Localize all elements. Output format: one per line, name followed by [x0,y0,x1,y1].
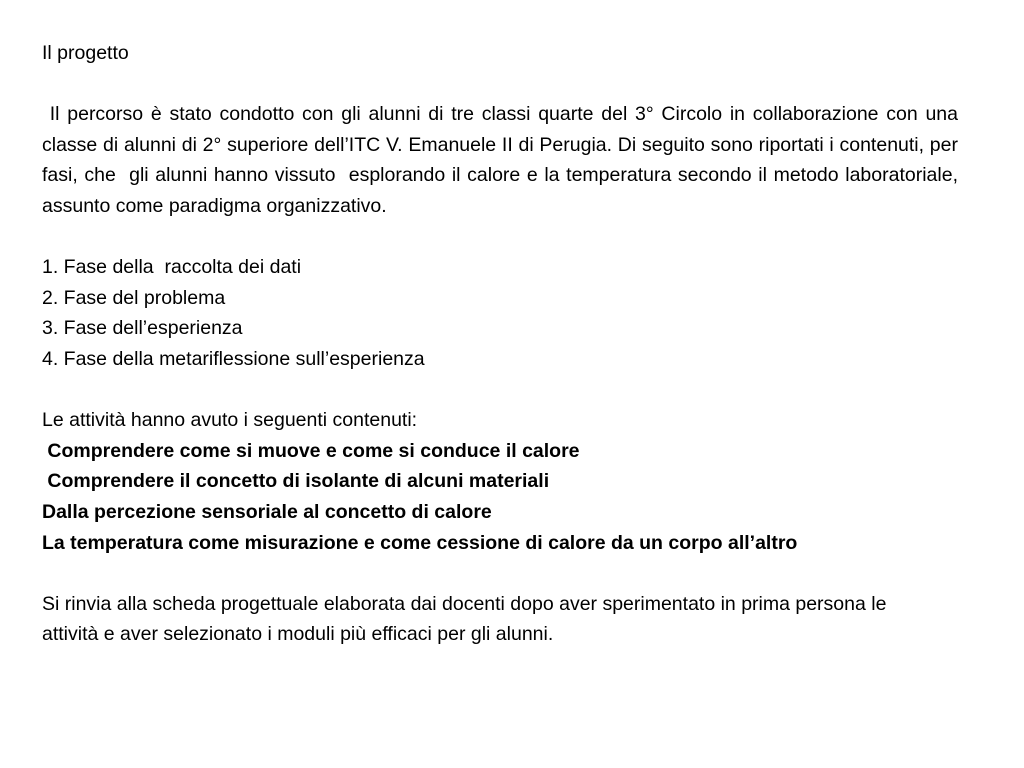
activities-intro: Le attività hanno avuto i seguenti contenuti: [42,409,418,432]
phase-item: 1. Fase della raccolta dei dati [42,256,302,279]
phase-item: 2. Fase del problema [42,286,226,309]
intro-paragraph: Il percorso è stato condotto con gli alunni di tre classi quarte del 3° Circolo in collaborazione con una classe di alunni di 2° superiore dell’ITC V. Emanuele II di Perugia. Di seguito sono riportati i contenuti, per fasi, che gli alunni hanno vissuto esplorando il calore e la temperatura secondo il metodo laboratoriale, assunto come paradigma organizzativo. [42,103,969,217]
slide-content [42,38,969,650]
closing-paragraph: Si rinvia alla scheda progettuale elaborata dai docenti dopo aver sperimentato in prima persona le attività e aver selezionato i moduli più efficaci per gli alunni. [42,592,887,646]
slide-title: Il progetto [42,42,129,64]
phase-item: 4. Fase della metariflessione sull’esperienza [42,347,425,370]
phase-item: 3. Fase dell’esperienza [42,317,243,340]
activities-list [42,436,958,558]
phases-list [42,252,958,374]
activity-item: La temperatura come misurazione e come cessione di calore da un corpo all’altro [42,531,798,554]
activity-item: Comprendere il concetto di isolante di alcuni materiali [42,470,550,493]
spacer [42,69,958,100]
spacer [42,558,958,589]
activity-item: Dalla percezione sensoriale al concetto di calore [42,500,492,523]
activity-item: Comprendere come si muove e come si conduce il calore [42,439,580,462]
spacer [42,375,958,406]
spacer [42,222,958,253]
